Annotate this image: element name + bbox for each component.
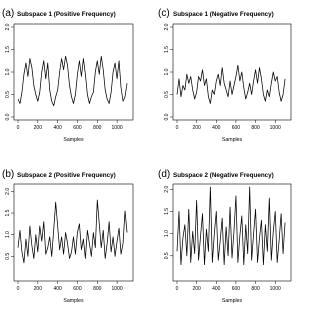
x-tick-label: 1000 <box>269 125 281 131</box>
x-tick-label: 600 <box>231 125 241 131</box>
chart-panel <box>2 169 133 304</box>
chart-title: Subspace 1 (Negative Frequency) <box>173 11 274 18</box>
plot-frame <box>14 184 133 281</box>
x-axis-label: Samples <box>63 298 84 304</box>
x-tick-label: 1000 <box>111 125 123 131</box>
x-tick-label: 600 <box>73 125 82 131</box>
x-tick-label: 800 <box>251 286 260 292</box>
x-tick-label: 800 <box>93 286 102 292</box>
series-line <box>18 56 127 106</box>
x-tick-label: 200 <box>33 286 42 292</box>
y-tick-label: 2.0 <box>5 23 11 31</box>
x-tick-label: 0 <box>16 286 20 292</box>
y-tick-label: 0.5 <box>5 252 11 260</box>
x-axis-label: Samples <box>63 137 84 143</box>
x-tick-label: 0 <box>16 125 20 131</box>
panel-letter: (a) <box>2 8 15 19</box>
x-tick-label: 600 <box>73 286 82 292</box>
x-tick-label: 800 <box>251 125 260 131</box>
y-tick-label: 1.0 <box>5 231 11 239</box>
panel-letter: (c) <box>158 8 170 19</box>
x-tick-label: 400 <box>212 125 221 131</box>
y-tick-label: 2.0 <box>164 23 170 31</box>
x-tick-label: 1000 <box>269 286 281 292</box>
series-line <box>177 65 285 103</box>
plot-frame <box>14 24 133 120</box>
y-tick-label: 0.0 <box>5 113 11 121</box>
x-tick-label: 600 <box>231 286 241 292</box>
chart-title: Subspace 2 (Negative Frequency) <box>173 172 274 179</box>
x-tick-label: 0 <box>175 286 179 292</box>
x-tick-label: 0 <box>175 125 179 131</box>
y-tick-label: 0.5 <box>5 91 11 98</box>
y-tick-label: 0.0 <box>164 113 170 121</box>
y-tick-label: 1.5 <box>5 46 11 53</box>
x-tick-label: 200 <box>192 125 201 131</box>
y-tick-label: 0.5 <box>164 91 170 98</box>
x-axis-label: Samples <box>221 298 243 304</box>
y-tick-label: 1.0 <box>5 68 11 76</box>
chart-title: Subspace 1 (Positive Frequency) <box>17 11 116 18</box>
y-tick-label: 0.5 <box>164 252 170 260</box>
series-line <box>177 187 285 265</box>
x-tick-label: 400 <box>53 286 62 292</box>
chart-panel <box>158 8 291 143</box>
y-tick-label: 1.5 <box>164 46 170 53</box>
x-axis-label: Samples <box>221 137 243 143</box>
x-tick-label: 200 <box>192 286 201 292</box>
panel-letter: (b) <box>2 169 15 180</box>
x-tick-label: 1000 <box>111 286 123 292</box>
x-tick-label: 400 <box>212 286 221 292</box>
y-tick-label: 1.0 <box>164 68 170 76</box>
y-tick-label: 1.0 <box>164 230 170 238</box>
y-tick-label: 1.5 <box>5 209 11 217</box>
chart-title: Subspace 2 (Positive Frequency) <box>17 172 116 179</box>
panel-letter: (d) <box>158 169 171 180</box>
x-tick-label: 400 <box>53 125 62 131</box>
y-tick-label: 2.0 <box>5 187 11 195</box>
y-tick-label: 2.0 <box>164 185 170 193</box>
x-tick-label: 800 <box>93 125 102 131</box>
x-tick-label: 200 <box>33 125 42 131</box>
y-tick-label: 1.5 <box>164 207 170 215</box>
chart-panel <box>158 169 291 304</box>
chart-panel <box>2 8 133 143</box>
series-line <box>18 200 127 263</box>
